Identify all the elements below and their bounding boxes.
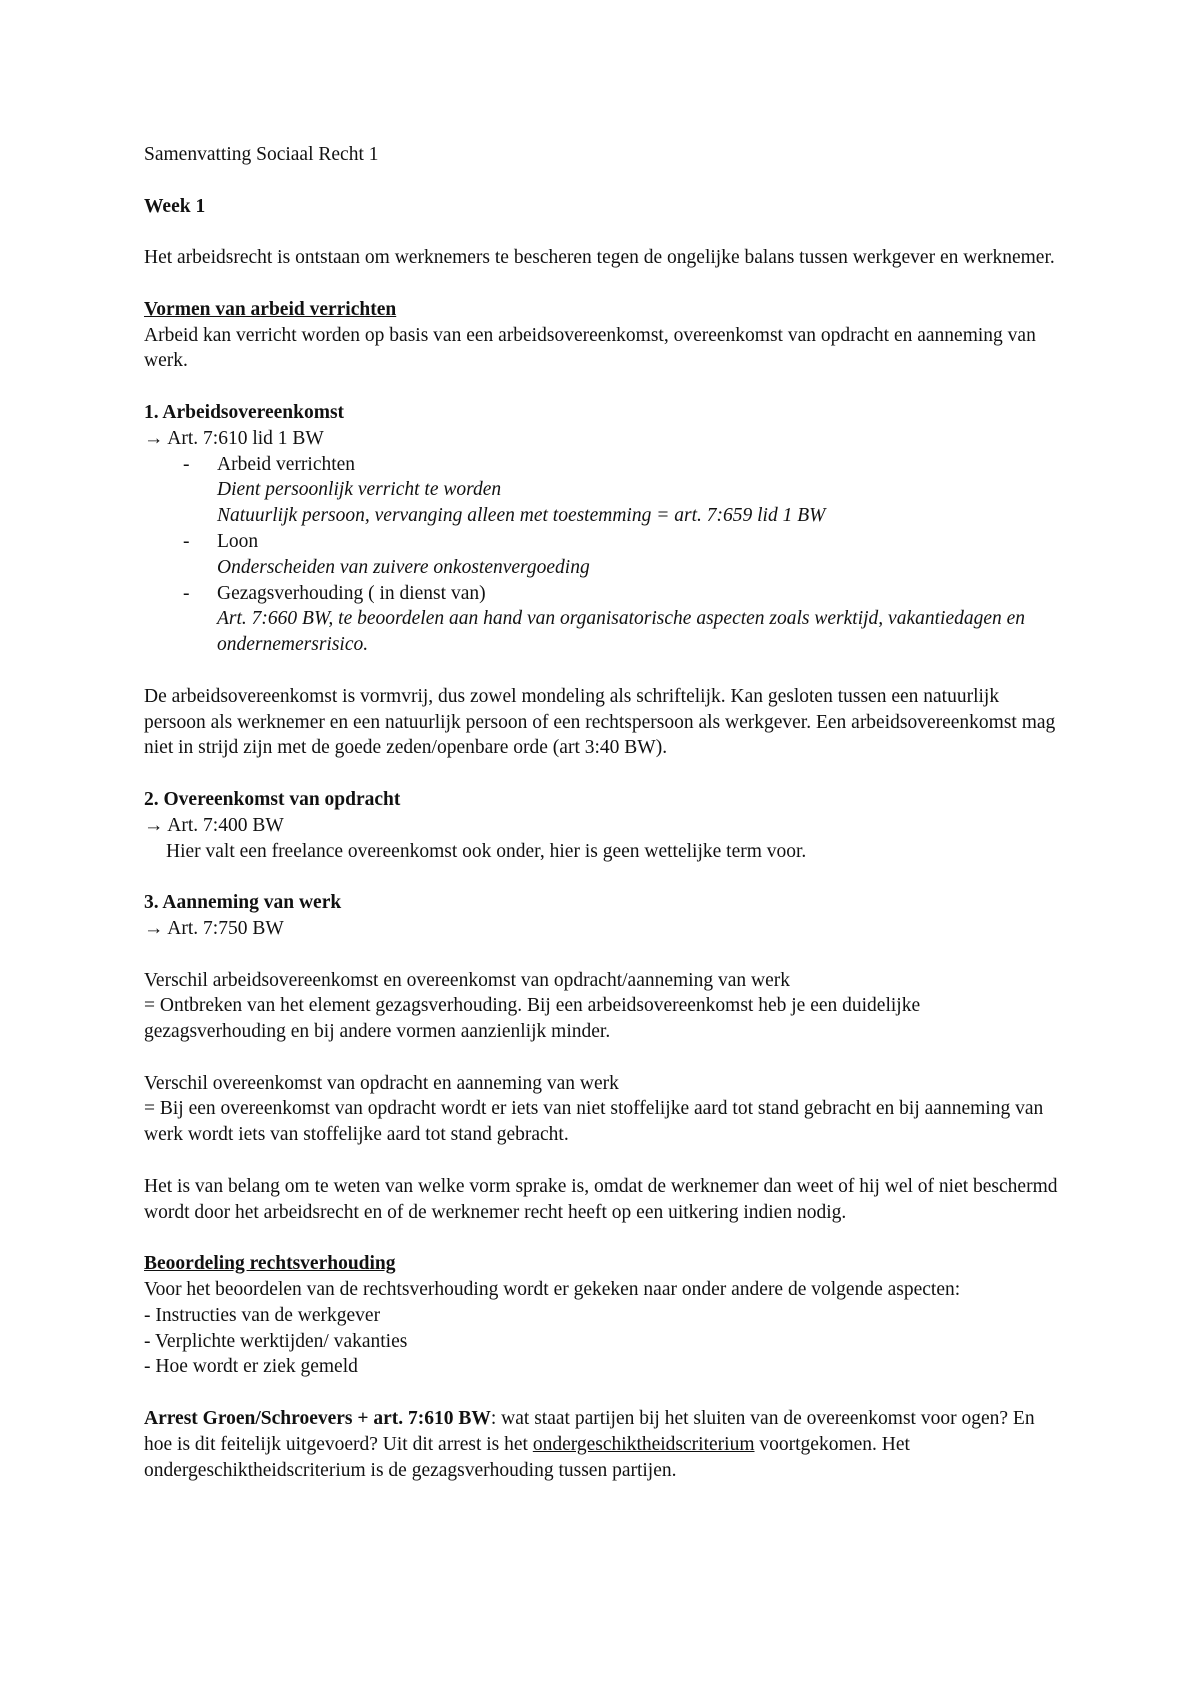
aspect-item: - Hoe wordt er ziek gemeld <box>144 1356 358 1378</box>
opdracht-ref: → Art. 7:400 BW <box>144 814 284 836</box>
arrest-title: Arrest Groen/Schroevers + art. 7:610 BW <box>144 1408 491 1430</box>
beoordeling-heading: Beoordeling rechtsverhouding <box>144 1253 396 1275</box>
document-title: Samenvatting Sociaal Recht 1 <box>144 144 379 165</box>
arbeidsovereenkomst-heading: 1. Arbeidsovereenkomst <box>144 401 345 423</box>
intro-paragraph: Het arbeidsrecht is ontstaan om werknemers te bescheren tegen de ongelijke balans tussen werkgever en werknemer. <box>144 247 1055 269</box>
list-item-note: Dient persoonlijk verricht te worden <box>217 479 502 501</box>
verschil1-paragraph: = Ontbreken van het element gezagsverhouding. Bij een arbeidsovereenkomst heb je een duidelijke gezagsverhouding en bij andere vormen aanzienlijk minder. <box>144 995 921 1043</box>
opdracht-heading: 2. Overeenkomst van opdracht <box>144 788 401 810</box>
aanneming-ref: → Art. 7:750 BW <box>144 917 284 939</box>
list-item <box>144 581 1064 658</box>
bullet-marker: - <box>183 453 190 475</box>
vormen-heading: Vormen van arbeid verrichten <box>144 298 397 320</box>
verschil1-title: Verschil arbeidsovereenkomst en overeenkomst van opdracht/aanneming van werk <box>144 969 790 991</box>
bullet-marker: - <box>183 530 190 552</box>
vormen-paragraph: Arbeid kan verricht worden op basis van een arbeidsovereenkomst, overeenkomst van opdracht en aanneming van werk. <box>144 324 1036 372</box>
aspect-item: - Verplichte werktijden/ vakanties <box>144 1330 408 1352</box>
verschil2-paragraph: = Bij een overeenkomst van opdracht wordt er iets van niet stoffelijke aard tot stand gebracht en bij aanneming van werk wordt iets van stoffelijke aard tot stand gebracht. <box>144 1098 1044 1146</box>
verschil2-title: Verschil overeenkomst van opdracht en aanneming van werk <box>144 1072 619 1094</box>
document-body <box>144 142 1064 1483</box>
list-item <box>144 529 1064 581</box>
list-item-note: Art. 7:660 BW, te beoordelen aan hand van organisatorische aspecten zoals werktijd, vakantiedagen en ondernemersrisico. <box>217 608 1026 656</box>
opdracht-note: Hier valt een freelance overeenkomst ook onder, hier is geen wettelijke term voor. <box>166 840 807 862</box>
aspect-item: - Instructies van de werkgever <box>144 1304 381 1326</box>
arrest-criterium: ondergeschiktheidscriterium <box>532 1433 755 1455</box>
beoordeling-paragraph: Voor het beoordelen van de rechtsverhouding wordt er gekeken naar onder andere de volgende aspecten: <box>144 1279 961 1301</box>
list-item-label: Arbeid verrichten <box>217 453 356 475</box>
list-item-note: Natuurlijk persoon, vervanging alleen met toestemming = art. 7:659 lid 1 BW <box>217 505 826 527</box>
arrest-paragraph <box>144 1406 1064 1483</box>
week-heading: Week 1 <box>144 195 206 217</box>
belang-paragraph: Het is van belang om te weten van welke vorm sprake is, omdat de werknemer dan weet of hij wel of niet beschermd wordt door het arbeidsrecht en of de werknemer recht heeft op een uitkering indien nodig. <box>144 1175 1058 1223</box>
list-item-label: Gezagsverhouding ( in dienst van) <box>217 582 486 604</box>
list-item-label: Loon <box>217 530 259 552</box>
list-item-note: Onderscheiden van zuivere onkostenvergoeding <box>217 556 590 578</box>
bullet-marker: - <box>183 582 190 604</box>
list-item <box>144 452 1064 529</box>
arbeidsovereenkomst-ref: → Art. 7:610 lid 1 BW <box>144 427 324 449</box>
arrest-text-2: voortgekomen. Het ondergeschiktheidscriterium is de gezagsverhouding tussen partijen. <box>144 1433 910 1481</box>
arrest-text-1: : wat staat partijen bij het sluiten van de overeenkomst voor ogen? En hoe is dit feitelijk uitgevoerd? Uit dit arrest is het <box>144 1408 1035 1455</box>
aanneming-heading: 3. Aanneming van werk <box>144 892 342 914</box>
arbeidsovereenkomst-paragraph: De arbeidsovereenkomst is vormvrij, dus zowel mondeling als schriftelijk. Kan gesloten tussen een natuurlijk persoon als werknemer en een natuurlijk persoon of een rechtspersoon als werkgever. Een arbeidsovereenkomst mag niet in strijd zijn met de goede zeden/openbare orde (art 3:40 BW). <box>144 685 1056 759</box>
criteria-list <box>144 452 1064 658</box>
